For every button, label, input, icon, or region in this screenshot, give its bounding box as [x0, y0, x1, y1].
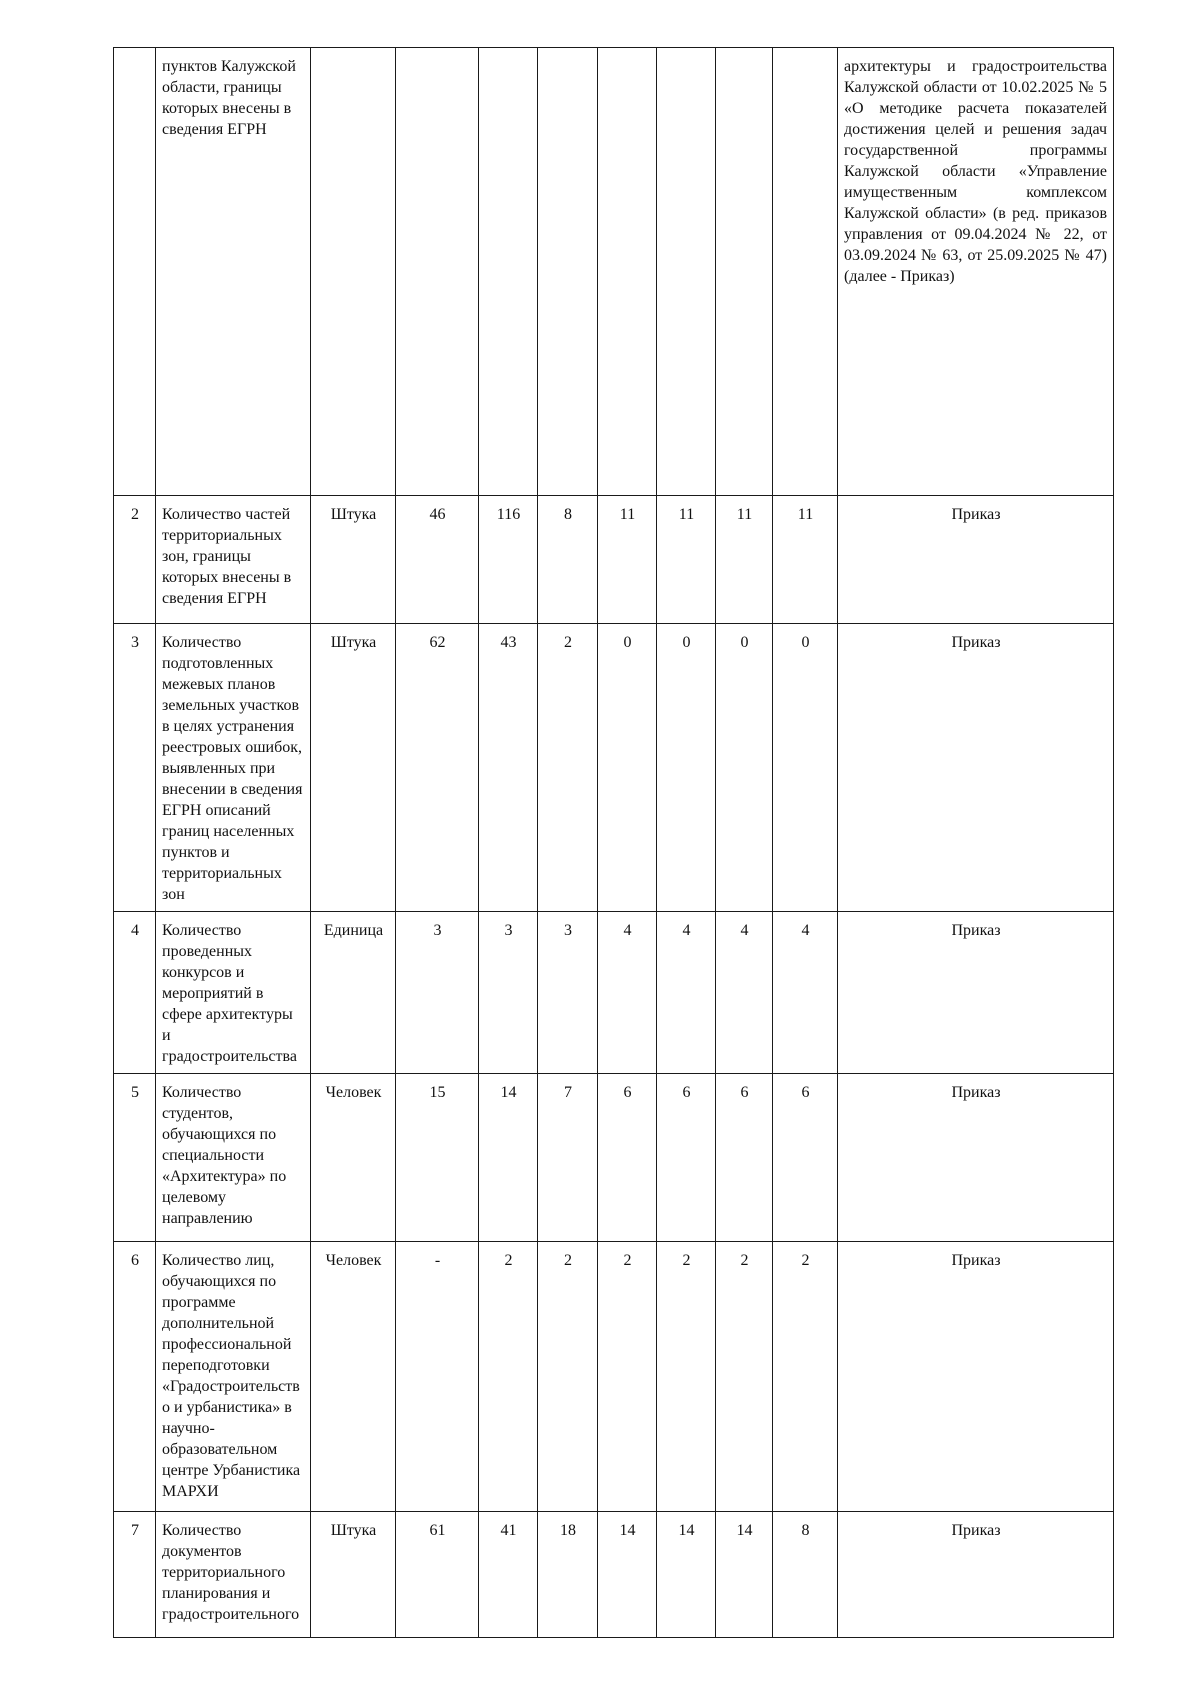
source-document-cell: Приказ [838, 912, 1114, 1074]
value-cell: 3 [538, 912, 598, 1074]
indicator-name: Количество подготовленных межевых планов земельных участков в целях устранения реестровых ошибок, выявленных при внесении в сведения ЕГРН описаний границ населенных пунктов и территориальных зон [156, 624, 311, 912]
unit-cell: Человек [311, 1074, 396, 1242]
value-cell: 8 [538, 496, 598, 624]
value-cell: 2 [538, 1242, 598, 1512]
source-document-cell: Приказ [838, 496, 1114, 624]
value-cell [773, 48, 838, 496]
source-document-cell: Приказ [838, 1074, 1114, 1242]
value-cell: 18 [538, 1512, 598, 1638]
value-cell: 15 [396, 1074, 479, 1242]
unit-cell: Единица [311, 912, 396, 1074]
value-cell: 4 [657, 912, 716, 1074]
unit-cell [311, 48, 396, 496]
indicator-name: Количество документов территориального планирования и градостроительного [156, 1512, 311, 1638]
value-cell: 2 [716, 1242, 773, 1512]
value-cell: 61 [396, 1512, 479, 1638]
value-cell: 2 [479, 1242, 538, 1512]
row-number: 2 [114, 496, 156, 624]
value-cell: 116 [479, 496, 538, 624]
value-cell: 14 [479, 1074, 538, 1242]
table-row [114, 912, 1114, 1074]
value-cell: 2 [773, 1242, 838, 1512]
value-cell: 41 [479, 1512, 538, 1638]
value-cell [598, 48, 657, 496]
table-row [114, 1512, 1114, 1638]
value-cell: 0 [598, 624, 657, 912]
value-cell: 4 [598, 912, 657, 1074]
value-cell: 11 [716, 496, 773, 624]
row-number: 6 [114, 1242, 156, 1512]
source-document-cell: Приказ [838, 624, 1114, 912]
value-cell: 46 [396, 496, 479, 624]
table-row [114, 1242, 1114, 1512]
value-cell: 4 [773, 912, 838, 1074]
indicator-name: Количество проведенных конкурсов и мероприятий в сфере архитектуры и градостроительства [156, 912, 311, 1074]
value-cell [479, 48, 538, 496]
unit-cell: Штука [311, 496, 396, 624]
value-cell: 6 [598, 1074, 657, 1242]
indicator-name: Количество студентов, обучающихся по специальности «Архитектура» по целевому направлению [156, 1074, 311, 1242]
table-row [114, 496, 1114, 624]
value-cell: 14 [657, 1512, 716, 1638]
value-cell: 4 [716, 912, 773, 1074]
value-cell: 11 [657, 496, 716, 624]
table-row [114, 624, 1114, 912]
indicator-name: пунктов Калужской области, границы которых внесены в сведения ЕГРН [156, 48, 311, 496]
value-cell: 8 [773, 1512, 838, 1638]
table-row [114, 48, 1114, 496]
value-cell: 3 [479, 912, 538, 1074]
value-cell: 0 [773, 624, 838, 912]
unit-cell: Штука [311, 1512, 396, 1638]
value-cell: 2 [598, 1242, 657, 1512]
value-cell: 14 [598, 1512, 657, 1638]
row-number: 4 [114, 912, 156, 1074]
value-cell: 11 [773, 496, 838, 624]
table-row [114, 1074, 1114, 1242]
row-number: 7 [114, 1512, 156, 1638]
value-cell: 0 [716, 624, 773, 912]
source-document-cell: архитектуры и градостроительства Калужской области от 10.02.2025 № 5 «О методике расчета показателей достижения целей и решения задач государственной программы Калужской области «Управление имущественным комплексом Калужской области» (в ред. приказов управления от 09.04.2024 № 22, от 03.09.2024 № 63, от 25.09.2025 № 47) (далее - Приказ) [838, 48, 1114, 496]
indicator-name: Количество частей территориальных зон, границы которых внесены в сведения ЕГРН [156, 496, 311, 624]
indicators-table [113, 47, 1114, 1638]
value-cell: 6 [657, 1074, 716, 1242]
unit-cell: Штука [311, 624, 396, 912]
row-number: 3 [114, 624, 156, 912]
value-cell [716, 48, 773, 496]
value-cell: 6 [716, 1074, 773, 1242]
value-cell: 2 [657, 1242, 716, 1512]
value-cell: 14 [716, 1512, 773, 1638]
value-cell [657, 48, 716, 496]
value-cell: 3 [396, 912, 479, 1074]
indicator-name: Количество лиц, обучающихся по программе дополнительной профессиональной переподготовки «Градостроительство и урбанистика» в научно-образовательном центре Урбанистика МАРХИ [156, 1242, 311, 1512]
source-document-cell: Приказ [838, 1242, 1114, 1512]
row-number [114, 48, 156, 496]
value-cell: 43 [479, 624, 538, 912]
source-document-cell: Приказ [838, 1512, 1114, 1638]
value-cell: 6 [773, 1074, 838, 1242]
value-cell: 2 [538, 624, 598, 912]
value-cell [538, 48, 598, 496]
unit-cell: Человек [311, 1242, 396, 1512]
value-cell: 62 [396, 624, 479, 912]
value-cell: 0 [657, 624, 716, 912]
row-number: 5 [114, 1074, 156, 1242]
value-cell: - [396, 1242, 479, 1512]
value-cell [396, 48, 479, 496]
value-cell: 11 [598, 496, 657, 624]
value-cell: 7 [538, 1074, 598, 1242]
